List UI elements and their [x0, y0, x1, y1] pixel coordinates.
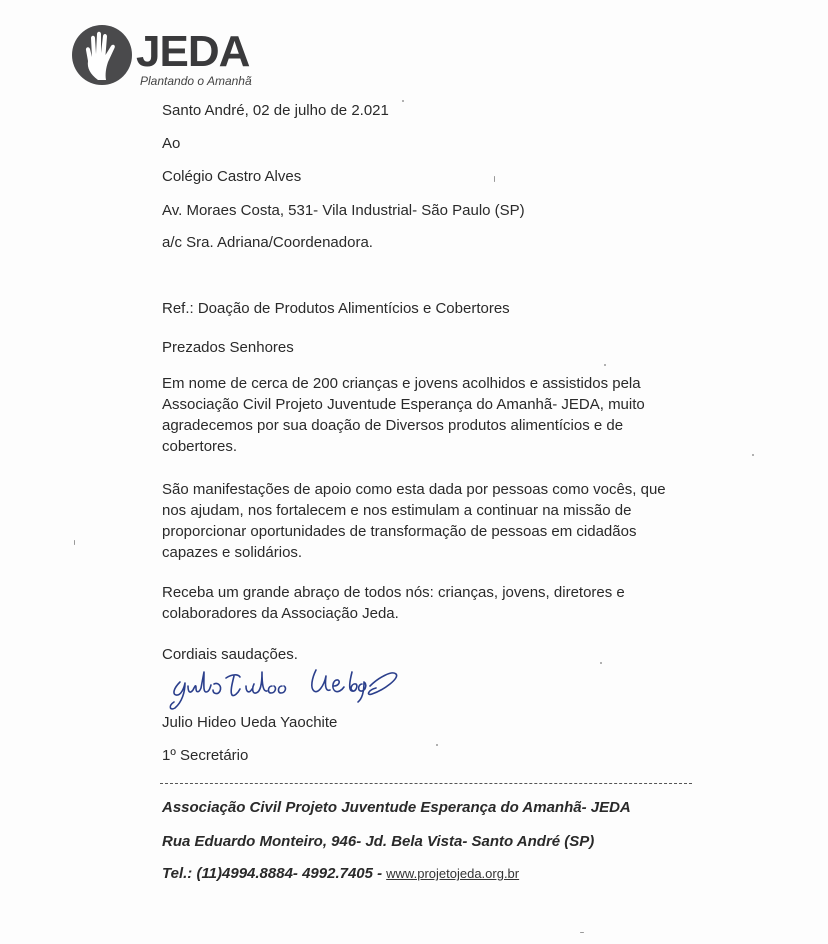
- handwritten-signature: [166, 664, 416, 710]
- letter-greeting: Prezados Senhores: [162, 339, 294, 356]
- letter-paragraph-3: [162, 582, 682, 624]
- paragraph-line: agradecemos por sua doação de Diversos produtos alimentícios e de: [162, 417, 624, 434]
- paragraph-line: capazes e solidários.: [162, 544, 303, 561]
- logo-tagline: Plantando o Amanhã: [140, 74, 252, 88]
- letter-attention: a/c Sra. Adriana/Coordenadora.: [162, 234, 373, 251]
- footer-divider: [160, 783, 692, 784]
- paragraph-line: São manifestações de apoio como esta dada por pessoas como vocês, que: [162, 481, 666, 498]
- signer-title: 1º Secretário: [162, 747, 249, 764]
- letter-date: Santo André, 02 de julho de 2.021: [162, 102, 389, 119]
- paragraph-line: Receba um grande abraço de todos nós: crianças, jovens, diretores e: [162, 584, 625, 601]
- signer-name: Julio Hideo Ueda Yaochite: [162, 714, 338, 731]
- scan-speck: [752, 454, 754, 456]
- scan-speck: [436, 744, 438, 746]
- letter-recipient: Colégio Castro Alves: [162, 168, 302, 185]
- scan-speck: [604, 364, 606, 366]
- scan-speck: [600, 662, 602, 664]
- logo-wordmark: JEDA: [136, 27, 250, 76]
- scan-speck: [74, 540, 75, 545]
- paragraph-line: Associação Civil Projeto Juventude Esperança do Amanhã- JEDA, muito: [162, 396, 645, 413]
- letter-closing: Cordiais saudações.: [162, 646, 298, 663]
- letter-paragraph-1: [162, 373, 682, 457]
- footer-phone: Tel.: (11)4994.8884- 4992.7405 -: [162, 865, 383, 882]
- scan-speck: [402, 100, 404, 102]
- letter-reference: Ref.: Doação de Produtos Alimentícios e Cobertores: [162, 300, 510, 317]
- footer-organization: Associação Civil Projeto Juventude Esperança do Amanhã- JEDA: [162, 799, 631, 816]
- paragraph-line: Em nome de cerca de 200 crianças e jovens acolhidos e assistidos pela: [162, 375, 641, 392]
- letter-salutation-to: Ao: [162, 135, 181, 152]
- footer-address: Rua Eduardo Monteiro, 946- Jd. Bela Vista- Santo André (SP): [162, 833, 595, 850]
- paragraph-line: colaboradores da Associação Jeda.: [162, 605, 399, 622]
- jeda-logo: [70, 24, 260, 90]
- footer-website-link[interactable]: www.projetojeda.org.br: [386, 866, 520, 881]
- paragraph-line: cobertores.: [162, 438, 238, 455]
- footer-contact: [162, 865, 519, 882]
- scan-speck: [580, 932, 584, 933]
- letter-paragraph-2: [162, 479, 682, 563]
- paragraph-line: nos ajudam, nos fortalecem e nos estimulam a continuar na missão de: [162, 502, 632, 519]
- scan-speck: [494, 176, 495, 182]
- hand-icon: [70, 24, 136, 86]
- paragraph-line: proporcionar oportunidades de transformação de pessoas em cidadãos: [162, 523, 637, 540]
- letter-address: Av. Moraes Costa, 531- Vila Industrial- São Paulo (SP): [162, 202, 525, 219]
